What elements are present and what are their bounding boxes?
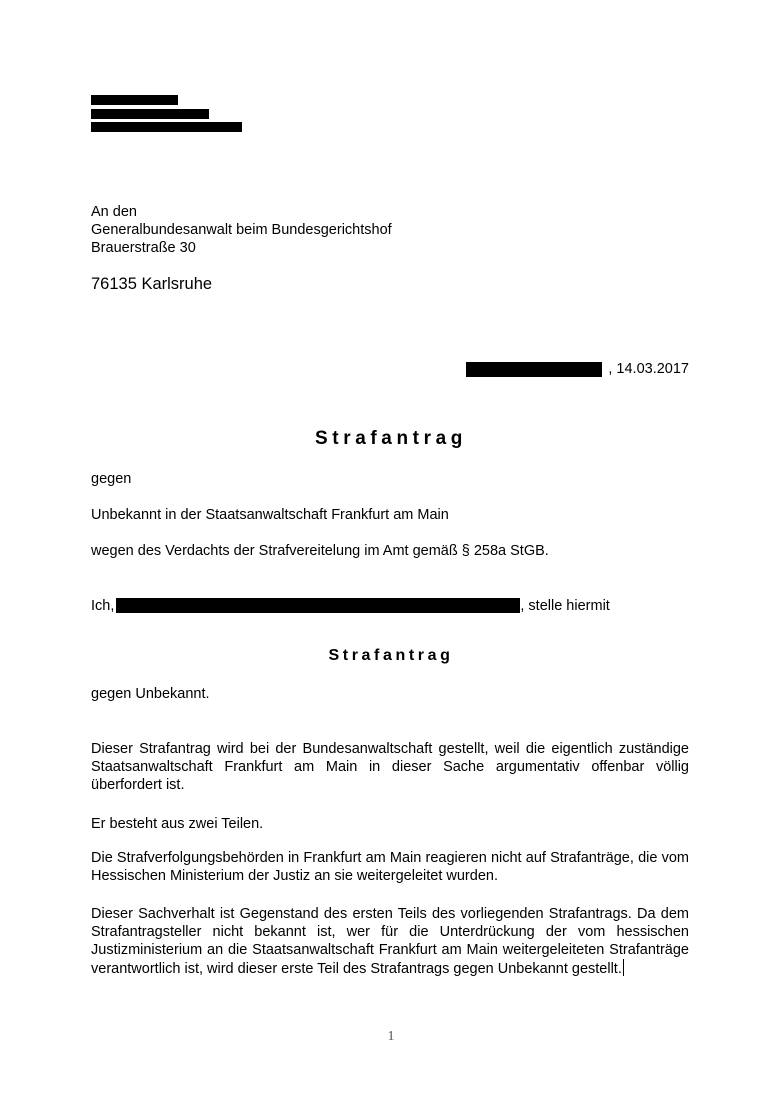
paragraph-3: Die Strafverfolgungsbehörden in Frankfurt am Main reagieren nicht auf Strafanträge, die vom Hessischen Ministerium der Justiz an sie weitergeleitet wurden. (91, 850, 689, 884)
redacted-place (466, 362, 602, 377)
reason-line: wegen des Verdachts der Strafvereitelung im Amt gemäß § 258a StGB. (91, 543, 549, 559)
page-number: 1 (387, 1029, 395, 1044)
statement-suffix: , stelle hiermit (520, 598, 610, 614)
statement-prefix: Ich, (91, 598, 115, 614)
recipient-line3: Brauerstraße 30 (91, 240, 196, 256)
against-unknown: gegen Unbekannt. (91, 686, 210, 702)
statement-line (91, 597, 610, 615)
document-title: Strafantrag (315, 428, 467, 449)
redacted-sender-street (91, 109, 209, 119)
recipient-city: 76135 Karlsruhe (91, 275, 213, 293)
redacted-sender-name (91, 95, 178, 105)
accused-line: Unbekannt in der Staatsanwaltschaft Frankfurt am Main (91, 507, 449, 523)
text-cursor (623, 959, 624, 976)
against-label: gegen (91, 471, 132, 487)
date-line: , 14.03.2017 (608, 361, 689, 377)
paragraph-1: Dieser Strafantrag wird bei der Bundesanwaltschaft gestellt, weil die eigentlich zuständige Staatsanwaltschaft Frankfurt am Main in dieser Sache argumentativ offenbar völlig überfordert ist. (91, 741, 689, 793)
recipient-line1: An den (91, 204, 137, 220)
recipient-line2: Generalbundesanwalt beim Bundesgerichtshof (91, 222, 392, 238)
redacted-applicant-name (116, 598, 520, 613)
paragraph-4-text: Dieser Sachverhalt ist Gegenstand des ersten Teils des vorliegenden Strafantrags. Da dem Strafantragsteller nicht bekannt ist, wer für die Unterdrückung der vom hessischen Justizministerium an die Staatsanwaltschaft Frankfurt am Main weitergeleiteten Strafanträge verantwortlich ist, wird dieser erste Teil des Strafantrags gegen Unbekannt gestellt. (91, 906, 689, 977)
redacted-sender-city (91, 122, 242, 132)
document-subtitle: Strafantrag (328, 647, 454, 664)
paragraph-2: Er besteht aus zwei Teilen. (91, 816, 264, 832)
paragraph-4 (91, 905, 689, 978)
